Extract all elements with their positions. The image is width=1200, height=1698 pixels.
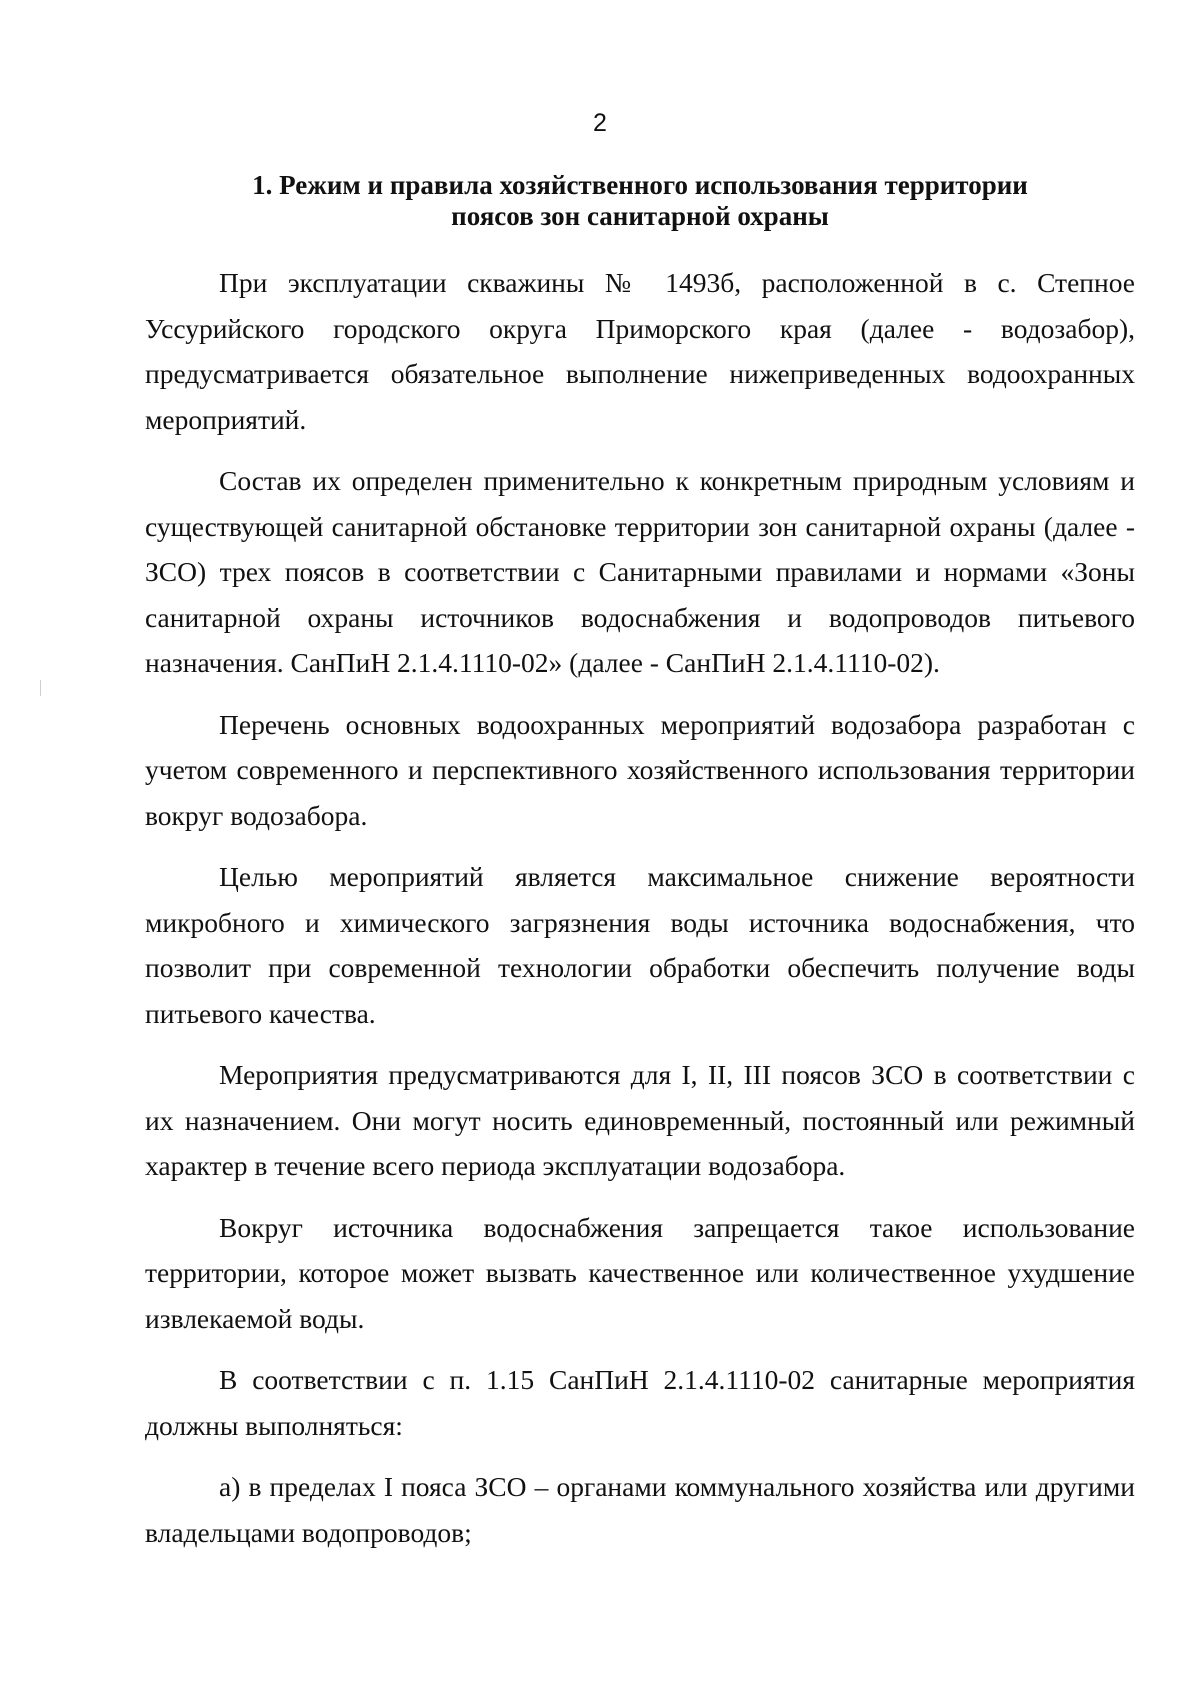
paragraph-item-a: а) в пределах I пояса ЗСО – органами коммунального хозяйства или другими владельцами водопроводов; <box>145 1471 1135 1548</box>
paragraph-sanpin-reference: В соответствии с п. 1.15 СанПиН 2.1.4.1110-02 санитарные мероприятия должны выполняться: <box>145 1364 1135 1441</box>
paragraph-prohibition: Вокруг источника водоснабжения запрещается такое использование территории, которое может вызвать качественное или количественное ухудшение извлекаемой воды. <box>145 1211 1135 1334</box>
paragraph-composition: Состав их определен применительно к конкретным природным условиям и существующей санитарной обстановке территории зон санитарной охраны (далее - ЗСО) трех поясов в соответствии с Санитарными правилами и нормами «Зоны санитарной охраны источников водоснабжения и водопроводов питьевого назначения. СанПиН 2.1.4.1110-02» (далее - СанПиН 2.1.4.1110-02). <box>145 465 1135 678</box>
page-number: 2 <box>593 109 607 137</box>
paragraph-intro: При эксплуатации скважины № 1493б, расположенной в с. Степное Уссурийского городского округа Приморского края (далее - водозабор), предусматривается обязательное выполнение нижеприведенных водоохранных мероприятий. <box>145 267 1135 435</box>
paragraph-goal: Целью мероприятий является максимальное снижение вероятности микробного и химического загрязнения воды источника водоснабжения, что позволит при современной технологии обработки обеспечить получение воды питьевого качества. <box>145 861 1135 1029</box>
section-heading <box>145 170 1135 232</box>
document-body <box>145 260 1135 1555</box>
paragraph-list-of-measures: Перечень основных водоохранных мероприятий водозабора разработан с учетом современного и перспективного хозяйственного использования территории вокруг водозабора. <box>145 708 1135 831</box>
section-heading-line-1: 1. Режим и правила хозяйственного использования территории <box>252 170 1028 200</box>
paragraph-belts: Мероприятия предусматриваются для I, II, III поясов ЗСО в соответствии с их назначением. Они могут носить единовременный, постоянный или режимный характер в течение всего периода эксплуатации водозабора. <box>145 1059 1135 1181</box>
scan-artifact-mark <box>40 680 41 696</box>
section-heading-line-2: поясов зон санитарной охраны <box>451 201 829 231</box>
